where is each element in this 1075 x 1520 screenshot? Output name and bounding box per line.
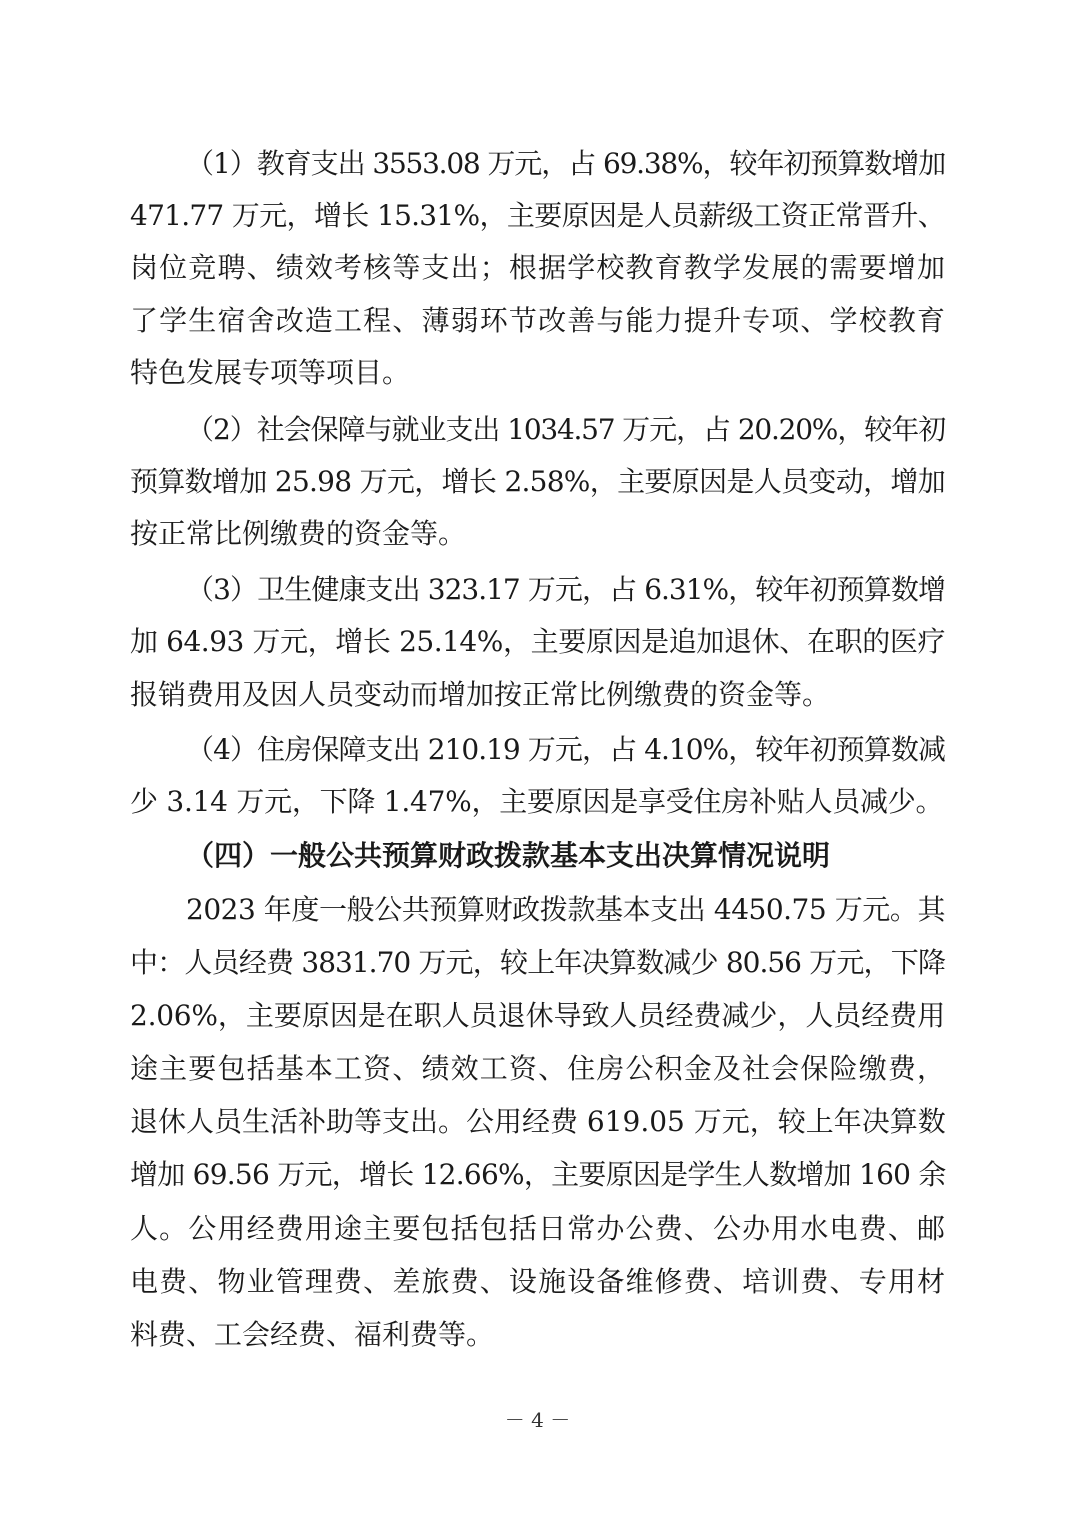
paragraph-line: 电费、物业管理费、差旅费、设施设备维修费、培训费、专用材 [130, 1265, 945, 1298]
paragraph-line: 预算数增加 25.98 万元，增长 2.58%，主要原因是人员变动，增加 [130, 465, 945, 498]
paragraph-line: 岗位竞聘、绩效考核等支出；根据学校教育教学发展的需要增加 [130, 251, 945, 284]
paragraph-line: 料费、工会经费、福利费等。 [130, 1318, 495, 1351]
paragraph-line: 471.77 万元，增长 15.31%，主要原因是人员薪级工资正常晋升、 [130, 199, 945, 232]
paragraph-line: 少 3.14 万元，下降 1.47%，主要原因是享受住房补贴人员减少。 [130, 785, 944, 818]
paragraph-line: 人。公用经费用途主要包括包括日常办公费、公办用水电费、邮 [130, 1212, 945, 1245]
paragraph-line: 途主要包括基本工资、绩效工资、住房公积金及社会保险缴费， [130, 1052, 945, 1085]
paragraph-line: 2.06%，主要原因是在职人员退休导致人员经费减少，人员经费用 [130, 999, 945, 1032]
paragraph-line: 2023 年度一般公共预算财政拨款基本支出 4450.75 万元。其 [186, 893, 945, 926]
paragraph-line: 特色发展专项等项目。 [130, 356, 411, 389]
paragraph-line: （4）住房保障支出 210.19 万元，占 4.10%，较年初预算数减 [186, 733, 945, 766]
paragraph-line: 退休人员生活补助等支出。公用经费 619.05 万元，较上年决算数 [130, 1105, 946, 1138]
section-heading: （四）一般公共预算财政拨款基本支出决算情况说明 [186, 839, 831, 872]
paragraph-line: （1）教育支出 3553.08 万元，占 69.38%，较年初预算数增加 [186, 147, 945, 180]
paragraph-line: （2）社会保障与就业支出 1034.57 万元，占 20.20%，较年初 [186, 413, 945, 446]
paragraph-line: 了学生宿舍改造工程、薄弱环节改善与能力提升专项、学校教育 [130, 304, 945, 337]
paragraph-line: 加 64.93 万元，增长 25.14%，主要原因是追加退休、在职的医疗 [130, 625, 945, 658]
page-number: － 4 － [504, 1408, 571, 1432]
paragraph-line: 中：人员经费 3831.70 万元，较上年决算数减少 80.56 万元，下降 [130, 946, 945, 979]
paragraph-line: 报销费用及因人员变动而增加按正常比例缴费的资金等。 [130, 678, 831, 711]
paragraph-line: 增加 69.56 万元，增长 12.66%，主要原因是学生人数增加 160 余 [130, 1158, 946, 1191]
paragraph-line: （3）卫生健康支出 323.17 万元，占 6.31%，较年初预算数增 [186, 573, 945, 606]
paragraph-line: 按正常比例缴费的资金等。 [130, 517, 467, 550]
